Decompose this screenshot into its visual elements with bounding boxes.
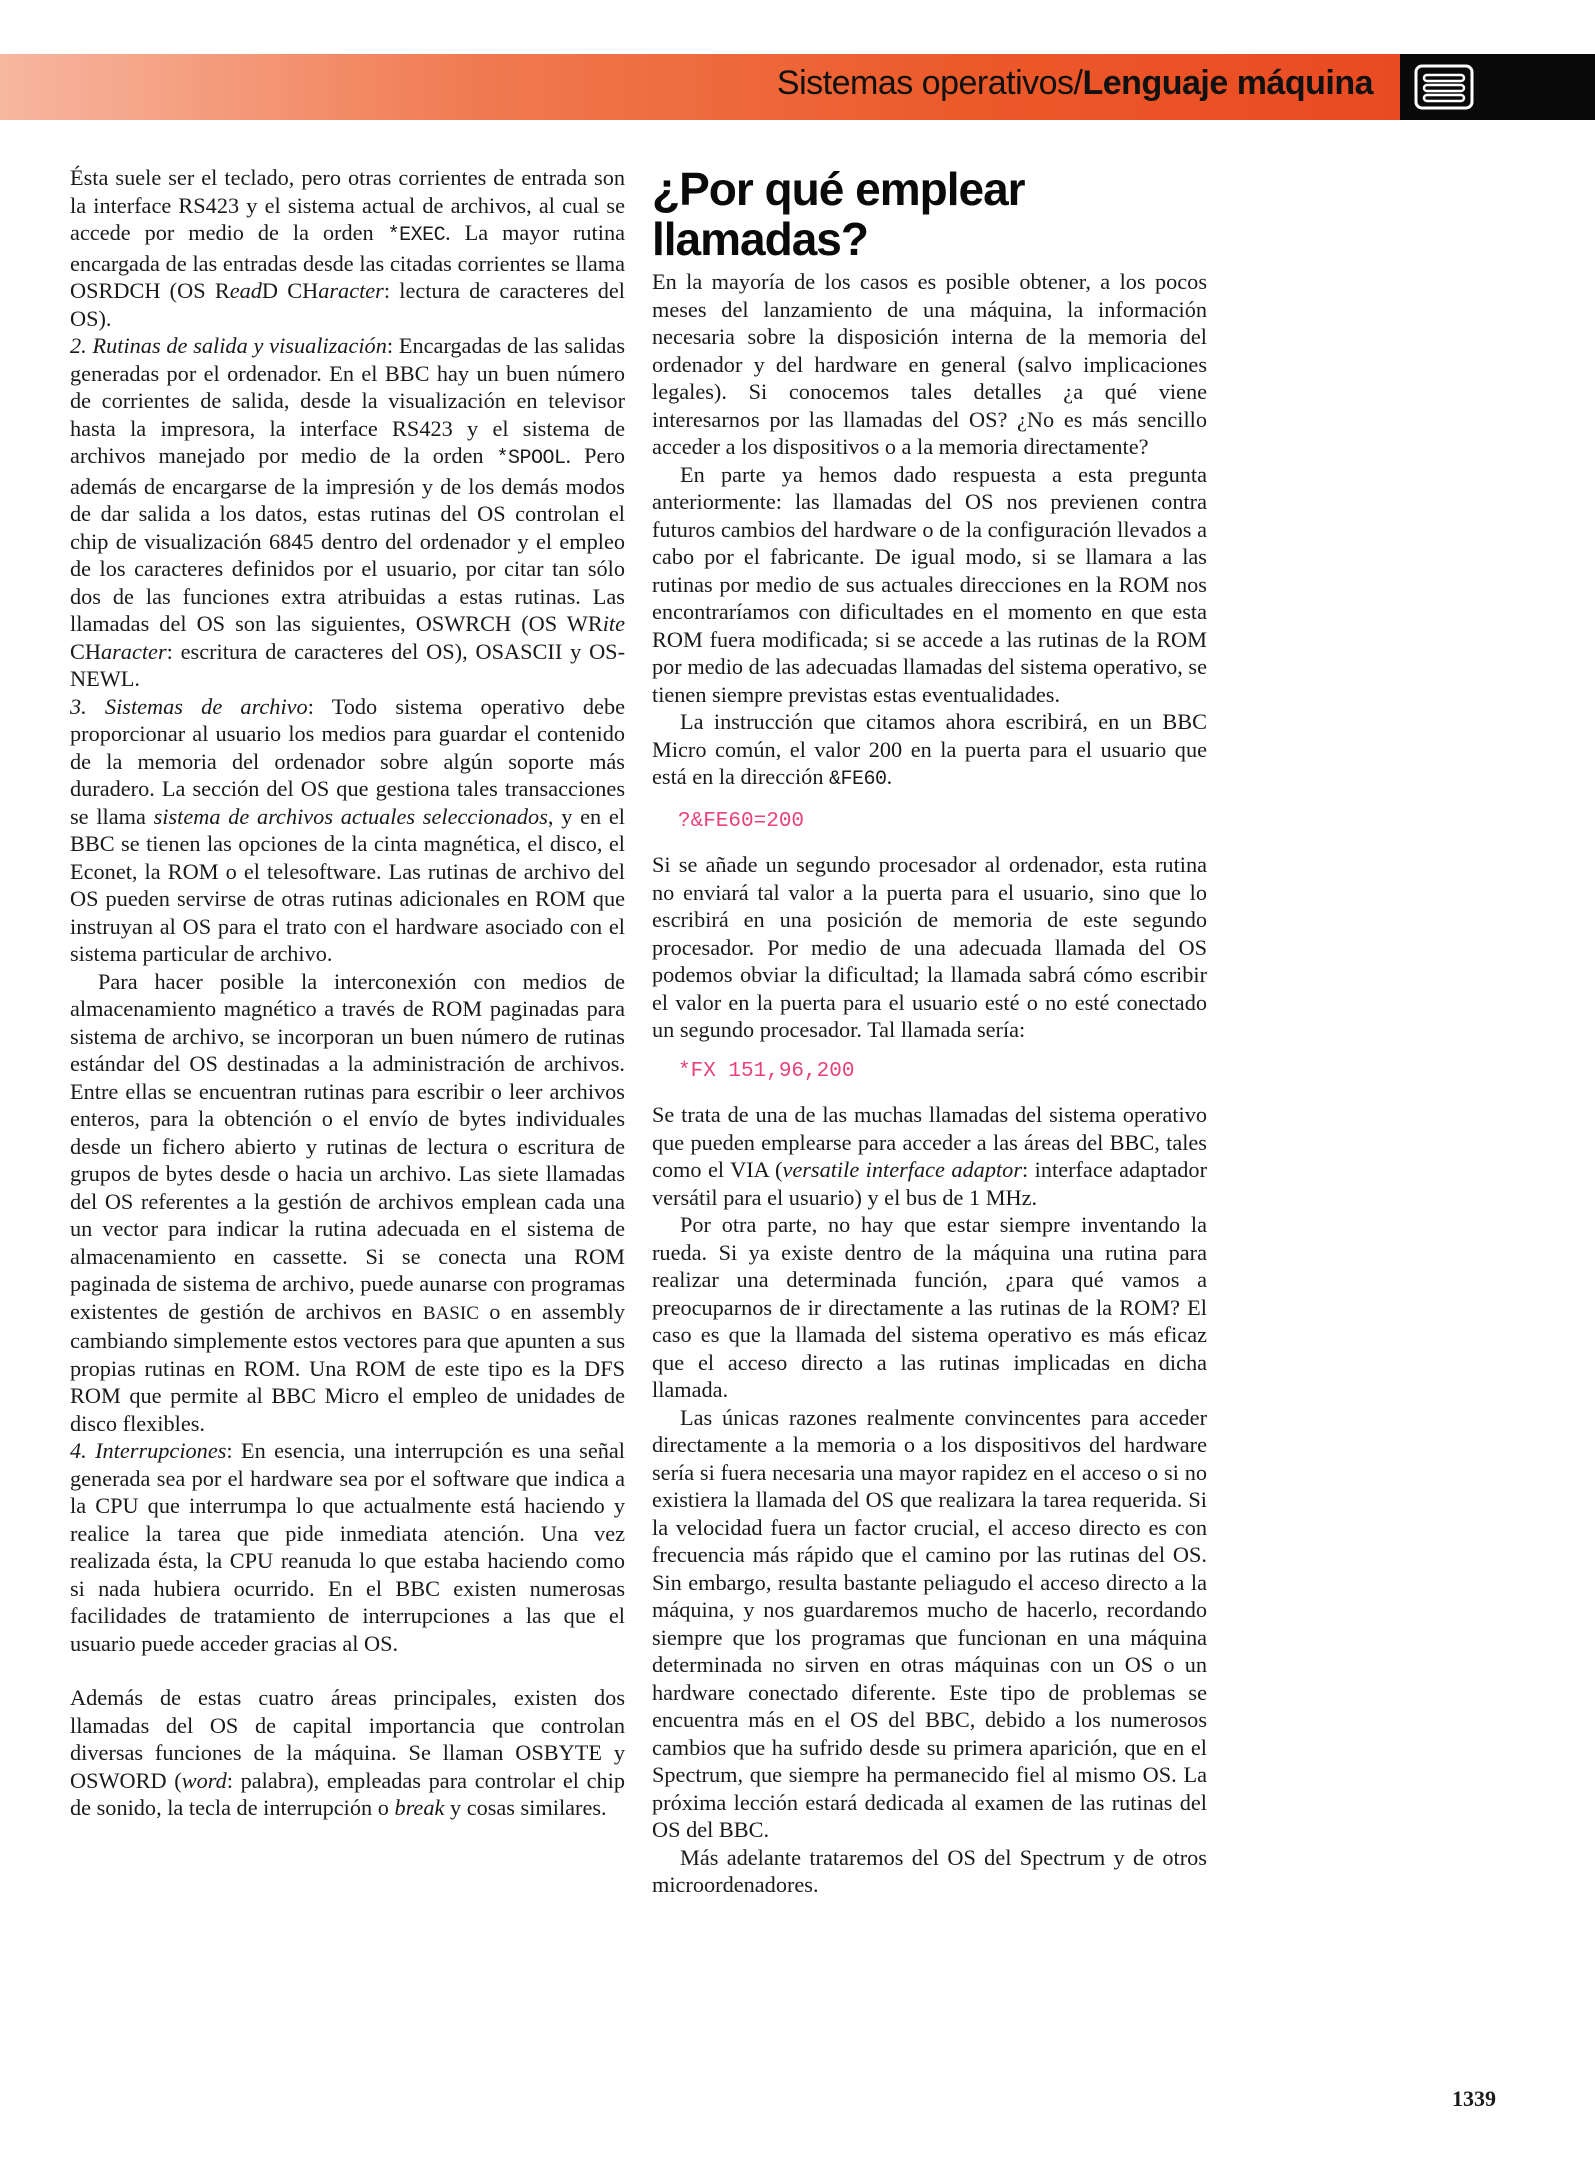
section-name: Sistemas operativos/ [776,64,1083,102]
paragraph: 2. Rutinas de salida y visualización: Encargadas de las salidas generadas por el ordenador. En el BBC hay un buen número de corrientes de salida, desde la visualización en televisor hasta la impresora, la interface RS423 y el sistema de archivos manejado por medio de la orden *SPOOL. Pero además de encargarse de la impresión y de los demás modos de dar salida a los datos, estas rutinas del OS controlan el chip de visualización 6845 dentro del ordenador y el empleo de los caracteres definidos por el usuario, por citar tan sólo dos de las funciones extra atribuidas a estas rutinas. Las llamadas del OS son las siguientes, OSWRCH (OS WRite CHaracter: escritura de caracteres del OS), OSASCII y OS-NEWL. [70,333,625,691]
paragraph: En parte ya hemos dado respuesta a esta pregunta anteriormente: las llamadas del OS nos previenen contra futuros cambios del hardware o de la configuración llevados a cabo por el fabricante. De igual modo, si se llamara a las rutinas por medio de sus actuales direcciones en la ROM nos encontraríamos con dificultades en el momento en que esta ROM fuera modificada; si se accede a las rutinas de la ROM por medio de las adecuadas llamadas del sistema operativo, se tienen siempre previstas estas eventualidades. [652,461,1207,707]
paragraph: 4. Interrupciones: En esencia, una interrupción es una señal generada sea por el hardware sea por el software que indica a la CPU que interrumpa lo que actualmente está haciendo y realice la tarea que pide inmediata atención. Una vez realizada ésta, la CPU reanuda lo que estaba haciendo como si nada hubiera ocurrido. En el BBC existen numerosas facilidades de tratamiento de interrupciones a las que el usuario puede acceder gracias al OS. [70,1438,625,1656]
page-number: 1339 [1452,2086,1496,2111]
paragraph: Ésta suele ser el teclado, pero otras corrientes de entrada son la interface RS423 y el sistema actual de archivos, al cual se accede por medio de la orden *EXEC. La mayor rutina encargada de las entradas desde las citadas corrientes se llama OSRDCH (OS ReadD CHaracter: lectura de caracteres del OS). [70,165,625,331]
paragraph: Además de estas cuatro áreas principales, existen dos llamadas del OS de capital importancia que controlan diversas funciones de la máquina. Se llaman OSBYTE y OSWORD (word: palabra), empleadas para controlar el chip de sonido, la tecla de interrupción o break y cosas similares. [70,1685,625,1820]
left-column [70,164,625,1822]
computer-disk-icon [1410,63,1478,111]
section-topic: Lenguaje máquina [1082,64,1373,102]
paragraph: Para hacer posible la interconexión con medios de almacenamiento magnético a través de ROM paginadas para sistema de archivo, se incorporan un buen número de rutinas estándar del OS destinadas a la administración de archivos. Entre ellas se encuentran rutinas para escribir o leer archivos enteros, para la obtención o el envío de bytes individuales desde un fichero abierto y rutinas de lectura o escritura de grupos de bytes desde o hacia un archivo. Las siete llamadas del OS referentes a la gestión de archivos emplean cada una un vector para indicar la rutina adecuada en el sistema de almacenamiento en cassette. Si se conecta una ROM paginada de sistema de archivo, puede aunarse con programas existentes de gestión de archivos en BASIC o en assembly cambiando simplemente estos vectores para que apunten a sus propias rutinas en ROM. Una ROM de este tipo es la DFS ROM que permite al BBC Micro el empleo de unidades de disco flexibles. [70,968,625,1436]
code-example: *FX 151,96,200 [678,1059,855,1083]
paragraph: Si se añade un segundo procesador al ordenador, esta rutina no enviará tal valor a la puerta para el usuario, sino que lo escribirá en una posición de memoria de este segundo procesador. Por medio de una adecuada llamada del OS podemos obviar la dificultad; la llamada sabrá cómo escribir el valor en la puerta para el usuario esté o no esté conectado un segundo procesador. Tal llamada sería: [652,852,1207,1042]
section-header [777,64,1373,103]
paragraph: 3. Sistemas de archivo: Todo sistema operativo debe proporcionar al usuario los medios para guardar el contenido de la memoria del ordenador sobre algún soporte más duradero. La sección del OS que gestiona tales transacciones se llama sistema de archivos actuales seleccionados, y en el BBC se tienen las opciones de la cinta magnética, el disco, el Econet, la ROM o el telesoftware. Las rutinas de archivo del OS pueden servirse de otras rutinas adicionales en ROM que instruyan al OS para el trato con el hardware asociado con el sistema particular de archivo. [70,693,625,966]
paragraph: Más adelante trataremos del OS del Spectrum y de otros microordenadores. [652,1844,1207,1897]
paragraph: La instrucción que citamos ahora escribirá, en un BBC Micro común, el valor 200 en la puerta para el usuario que está en la dirección &FE60. [652,709,1207,791]
article-title: ¿Por qué emplear llamadas? [652,163,1025,265]
paragraph: Por otra parte, no hay que estar siempre inventando la rueda. Si ya existe dentro de la máquina una rutina para realizar una determinada función, ¿para qué vamos a preocuparnos de ir directamente a las rutinas de la ROM? El caso es que la llamada del sistema operativo es más eficaz que el acceso directo a las rutinas implicadas en dicha llamada. [652,1212,1207,1402]
right-column [652,164,1207,1899]
paragraph: Las únicas razones realmente convincentes para acceder directamente a la memoria o a los dispositivos del hardware sería si fuera necesaria una mayor rapidez en el acceso o si no existiera la llamada del OS que realizara la tarea requerida. Si la velocidad fuera un factor crucial, el acceso directo es con frecuencia más rápido que el camino por las rutinas del OS. Sin embargo, resulta bastante peliagudo el acceso directo a la máquina, y nos guardaremos mucho de hacerlo, recordando siempre que los programas que funcionan en una máquina determinada no sirven en otras máquinas con un OS o un hardware conectado diferente. Este tipo de problemas se encuentra más en el OS del BBC, debido a los numerosos cambios que ha sufrido desde su primera aparición, que en el Spectrum, que siempre ha permanecido fiel al mismo OS. La próxima lección estará dedicada al examen de las rutinas del OS del BBC. [652,1404,1207,1842]
paragraph: En la mayoría de los casos es posible obtener, a los pocos meses del lanzamiento de una máquina, la información necesaria sobre la disposición interna de la memoria del ordenador y del hardware en general (salvo implicaciones legales). Si conocemos tales detalles ¿a qué viene interesarnos por las llamadas del OS? ¿No es más sencillo acceder a los dispositivos o a la memoria directamente? [652,269,1207,459]
paragraph: Se trata de una de las muchas llamadas del sistema operativo que pueden emplearse para acceder a las áreas del BBC, tales como el VIA (versatile interface adaptor: interface adaptador versátil para el usuario) y el bus de 1 MHz. [652,1102,1207,1210]
code-example: ?&FE60=200 [678,809,805,833]
